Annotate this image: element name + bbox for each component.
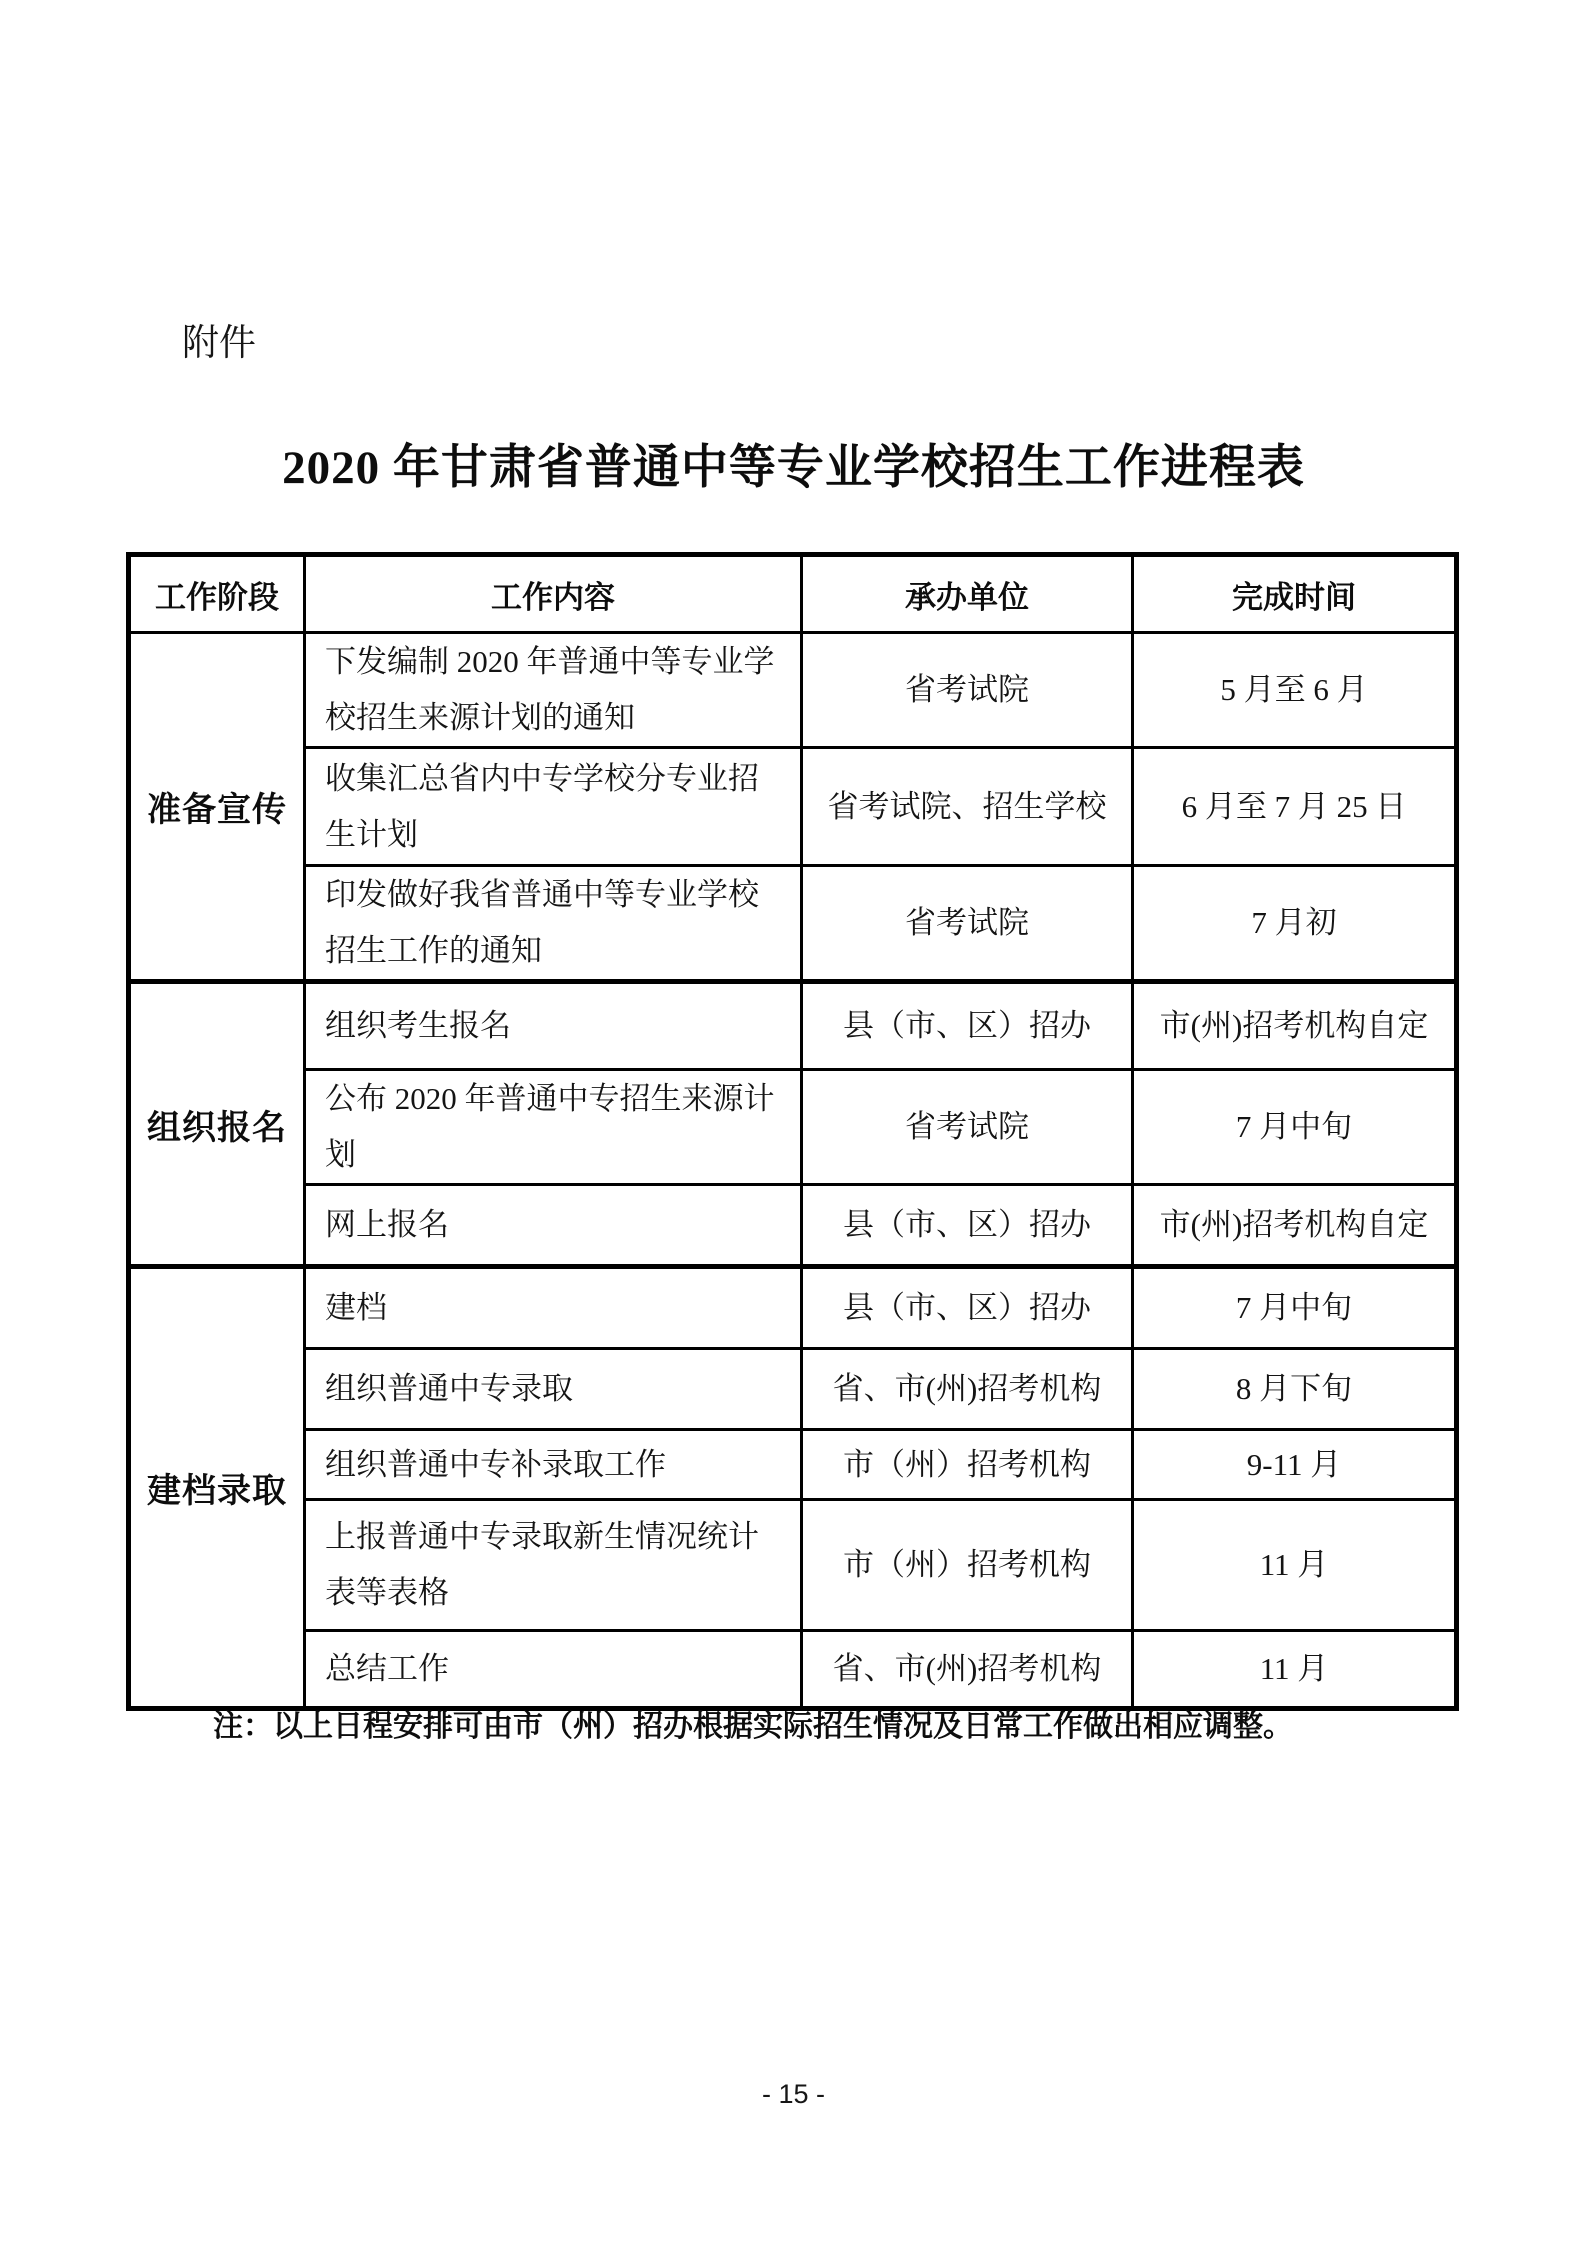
table-header-row xyxy=(129,555,1457,633)
cell-time: 11 月 xyxy=(1133,1500,1457,1631)
cell-time: 7 月初 xyxy=(1133,866,1457,982)
attachment-label: 附件 xyxy=(182,322,256,363)
table-row xyxy=(129,1070,1457,1185)
table-row xyxy=(129,1500,1457,1631)
cell-unit: 省考试院 xyxy=(802,1070,1133,1185)
cell-time: 市(州)招考机构自定 xyxy=(1133,982,1457,1070)
cell-time: 9-11 月 xyxy=(1133,1430,1457,1500)
table-row xyxy=(129,1430,1457,1500)
cell-unit: 省考试院、招生学校 xyxy=(802,748,1133,866)
cell-content: 公布 2020 年普通中专招生来源计划 xyxy=(305,1070,802,1185)
cell-time: 7 月中旬 xyxy=(1133,1070,1457,1185)
table-row xyxy=(129,982,1457,1070)
col-header-time: 完成时间 xyxy=(1133,555,1457,633)
page-title: 2020 年甘肃省普通中等专业学校招生工作进程表 xyxy=(282,442,1305,494)
schedule-table xyxy=(126,552,1459,1711)
cell-content: 组织普通中专录取 xyxy=(305,1349,802,1430)
cell-time: 6 月至 7 月 25 日 xyxy=(1133,748,1457,866)
cell-unit: 省考试院 xyxy=(802,633,1133,748)
footnote: 注：以上日程安排可由市（州）招办根据实际招生情况及日常工作做出相应调整。 xyxy=(213,1710,1293,1743)
cell-content: 建档 xyxy=(305,1267,802,1349)
cell-content: 收集汇总省内中专学校分专业招生计划 xyxy=(305,748,802,866)
cell-unit: 市（州）招考机构 xyxy=(802,1430,1133,1500)
phase-label-preparation: 准备宣传 xyxy=(129,633,305,982)
cell-content: 组织考生报名 xyxy=(305,982,802,1070)
phase-label-admission: 建档录取 xyxy=(129,1267,305,1709)
cell-time: 5 月至 6 月 xyxy=(1133,633,1457,748)
cell-time: 7 月中旬 xyxy=(1133,1267,1457,1349)
cell-unit: 县（市、区）招办 xyxy=(802,982,1133,1070)
cell-content: 网上报名 xyxy=(305,1185,802,1267)
cell-unit: 县（市、区）招办 xyxy=(802,1267,1133,1349)
col-header-content: 工作内容 xyxy=(305,555,802,633)
table-row xyxy=(129,1185,1457,1267)
table-row xyxy=(129,1349,1457,1430)
col-header-phase: 工作阶段 xyxy=(129,555,305,633)
table-row xyxy=(129,1267,1457,1349)
cell-unit: 省、市(州)招考机构 xyxy=(802,1631,1133,1709)
cell-unit: 市（州）招考机构 xyxy=(802,1500,1133,1631)
table-row xyxy=(129,748,1457,866)
cell-content: 下发编制 2020 年普通中等专业学校招生来源计划的通知 xyxy=(305,633,802,748)
cell-time: 市(州)招考机构自定 xyxy=(1133,1185,1457,1267)
col-header-unit: 承办单位 xyxy=(802,555,1133,633)
cell-content: 组织普通中专补录取工作 xyxy=(305,1430,802,1500)
table-row xyxy=(129,866,1457,982)
table-row xyxy=(129,633,1457,748)
page-number: - 15 - xyxy=(761,2079,826,2109)
cell-content: 上报普通中专录取新生情况统计表等表格 xyxy=(305,1500,802,1631)
cell-content: 总结工作 xyxy=(305,1631,802,1709)
phase-label-registration: 组织报名 xyxy=(129,982,305,1267)
cell-content: 印发做好我省普通中等专业学校招生工作的通知 xyxy=(305,866,802,982)
table-row xyxy=(129,1631,1457,1709)
cell-time: 8 月下旬 xyxy=(1133,1349,1457,1430)
cell-unit: 省、市(州)招考机构 xyxy=(802,1349,1133,1430)
cell-unit: 省考试院 xyxy=(802,866,1133,982)
cell-unit: 县（市、区）招办 xyxy=(802,1185,1133,1267)
cell-time: 11 月 xyxy=(1133,1631,1457,1709)
